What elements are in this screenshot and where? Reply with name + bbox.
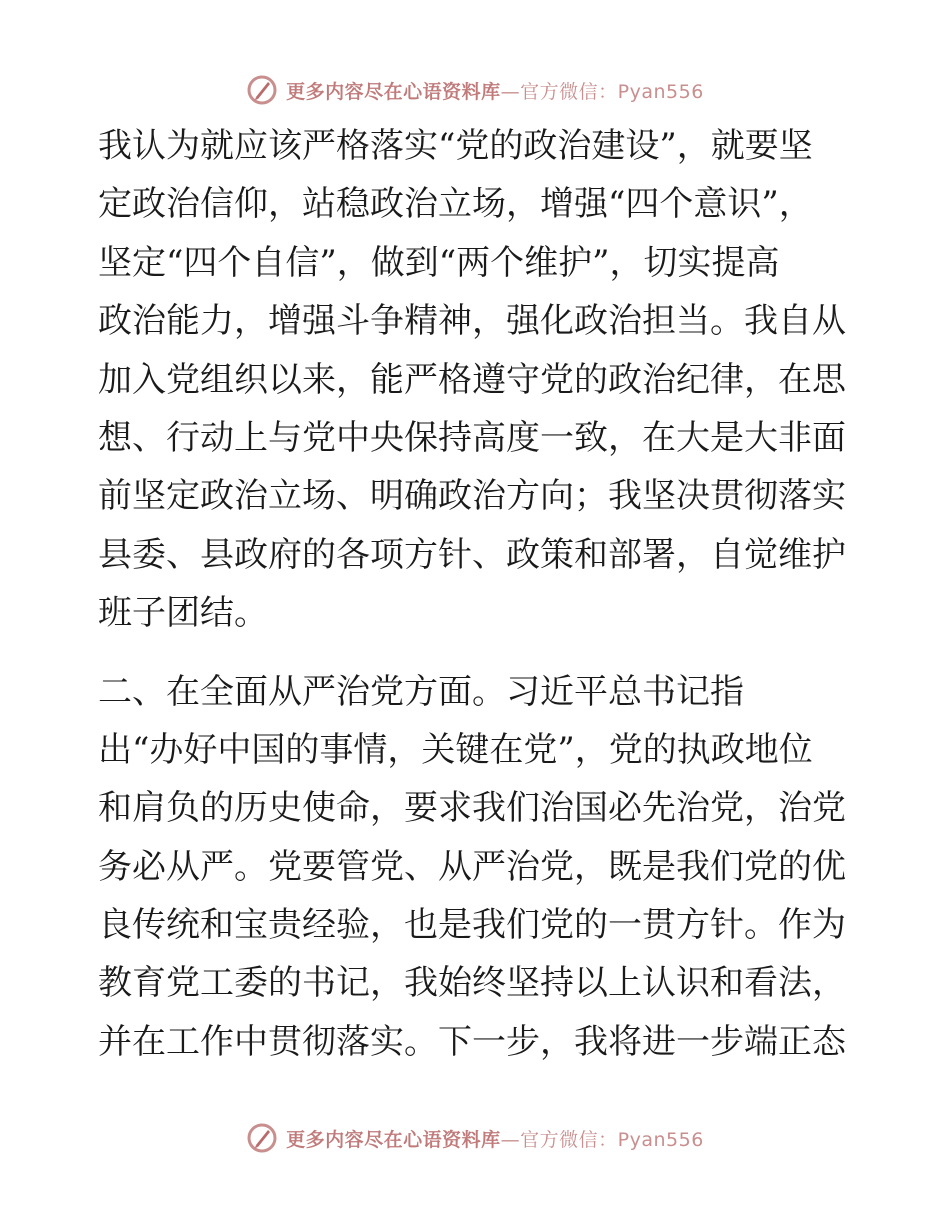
text-line: 我认为就应该严格落实“党的政治建设”，就要坚 <box>98 126 813 166</box>
watermark-separator: — <box>500 1128 521 1151</box>
watermark-separator: — <box>500 80 521 103</box>
text-line: 和肩负的历史使命，要求我们治国必先治党，治党 <box>98 788 846 829</box>
text-line: 想、行动上与党中央保持高度一致，在大是大非面 <box>98 417 846 458</box>
footer-watermark <box>0 1118 950 1158</box>
watermark-text <box>286 1125 704 1152</box>
paragraph-political-construction <box>98 117 858 643</box>
text-line: 政治能力，增强斗争精神，强化政治担当。我自从 <box>98 301 846 342</box>
quill-pen-icon <box>246 74 278 106</box>
paragraph-spacer <box>98 643 858 663</box>
watermark-contact: 官方微信：Pyan556 <box>520 80 704 103</box>
text-line: 定政治信仰，站稳政治立场，增强“四个意识”， <box>98 184 813 225</box>
header-watermark <box>0 70 950 110</box>
watermark-brand: 更多内容尽在心语资料库 <box>286 1128 501 1151</box>
text-line: 并在工作中贯彻落实。下一步，我将进一步端正态 <box>98 1021 846 1062</box>
watermark-text <box>286 77 704 104</box>
paragraph-party-governance <box>98 663 858 1072</box>
text-line: 良传统和宝贵经验，也是我们党的一贯方针。作为 <box>98 905 846 946</box>
text-line: 教育党工委的书记，我始终坚持以上认识和看法， <box>98 963 846 1004</box>
text-line: 务必从严。党要管党、从严治党，既是我们党的优 <box>98 846 846 887</box>
document-body <box>98 117 858 1071</box>
text-line: 坚定“四个自信”，做到“两个维护”，切实提高 <box>98 242 780 283</box>
text-line: 出“办好中国的事情，关键在党”，党的执政地位 <box>98 729 813 770</box>
section-heading-line: 二、在全面从严治党方面。习近平总书记指 <box>98 671 744 712</box>
watermark-brand: 更多内容尽在心语资料库 <box>286 80 501 103</box>
text-line: 加入党组织以来，能严格遵守党的政治纪律，在思 <box>98 359 846 400</box>
watermark-contact: 官方微信：Pyan556 <box>520 1128 704 1151</box>
text-line: 班子团结。 <box>98 593 268 634</box>
quill-pen-icon <box>246 1122 278 1154</box>
text-line: 前坚定政治立场、明确政治方向；我坚决贯彻落实 <box>98 476 846 517</box>
text-line: 县委、县政府的各项方针、政策和部署，自觉维护 <box>98 534 846 575</box>
